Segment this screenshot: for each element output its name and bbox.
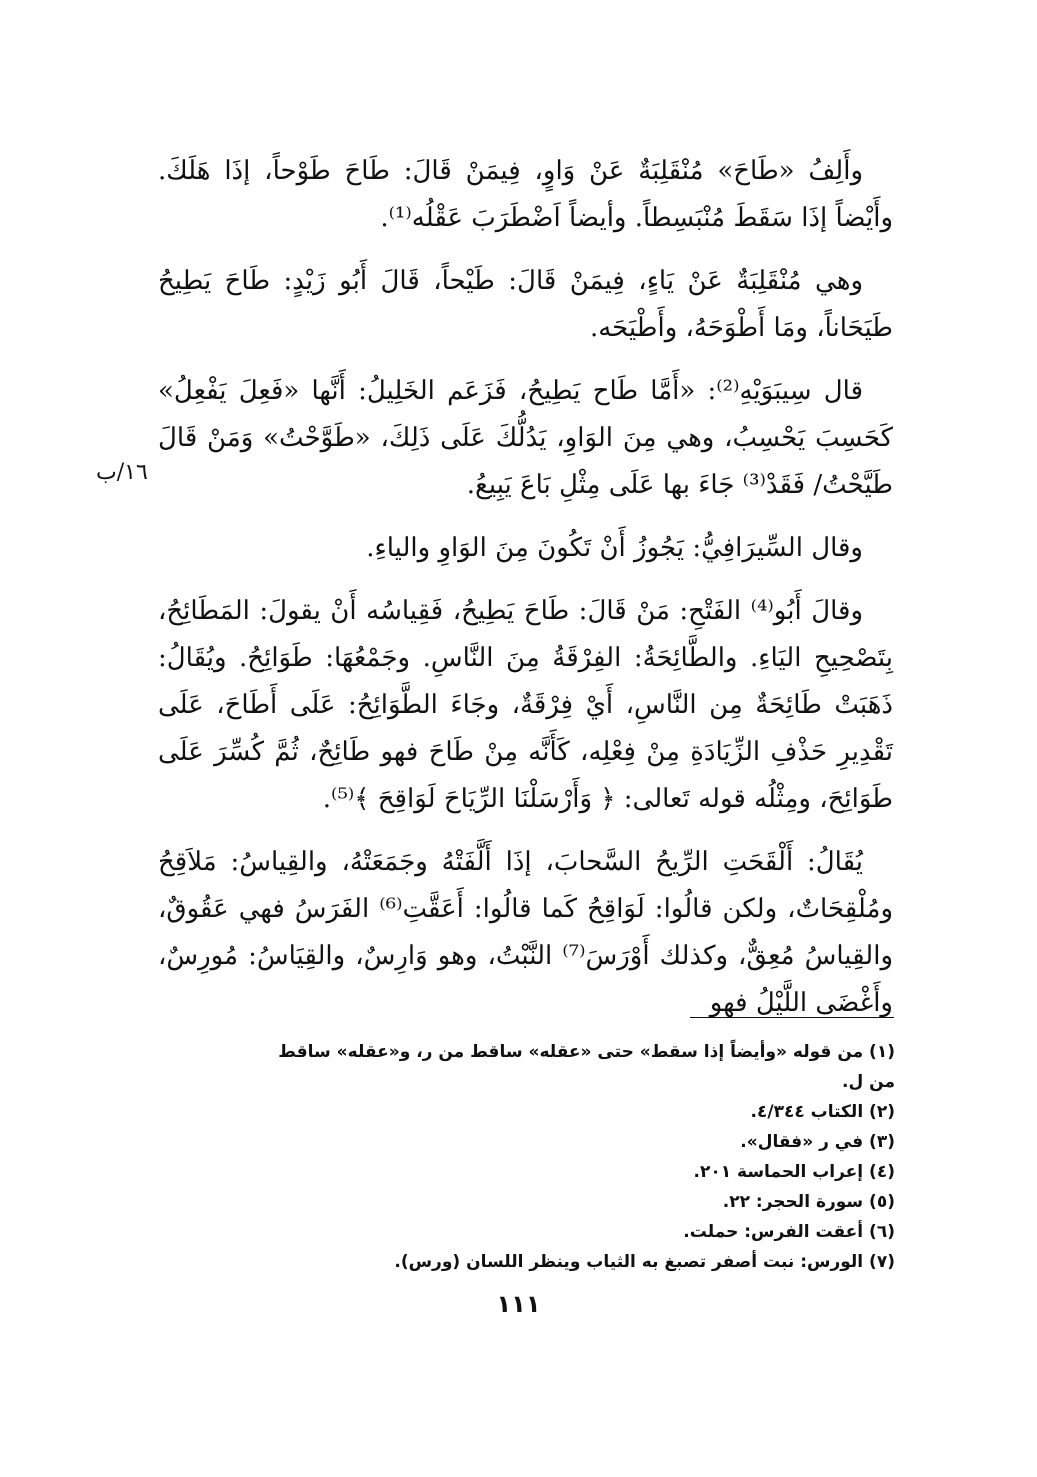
page-number: ١١١ bbox=[496, 1290, 541, 1318]
paragraph-4: وقال السِّيرَافِيُّ: يَجُوزُ أَنْ تَكُونَ مِنَ الوَاوِ والياءِ. bbox=[366, 533, 863, 563]
paragraph-5: وقالَ أَبُو⁽⁴⁾ الفَتْحِ: مَنْ قَالَ: طَاحَ يَطِيحُ، فَقِياسُه أَنْ يقولَ: المَطَائِحُ، بِتَصْحِيحِ اليَاءِ. والطَّائِحَةُ: الفِرْقَةُ مِنَ النَّاسِ. وجَمْعُهَا: طَوَائِحُ. ويُقَالُ: ذَهَبَتْ طَائِحَةٌ مِن النَّاسِ، أَيْ فِرْقَةٌ، وجَاءَ الطَّوَائِحُ: عَلَى أَطَاحَ، عَلَى تَقْدِيرِ حَذْفِ الزِّيَادَةِ مِنْ فِعْلِه، كَأَنَّه مِنْ طَاحَ فهو طَائِحٌ، ثُمَّ كُسِّرَ عَلَى طَوَائِحَ، ومِثْلُه قوله تَعالى: ﴿ وَأَرْسَلْنَا الرِّيَاحَ لَوَاقِحَ ﴾⁽⁵⁾. bbox=[158, 596, 893, 814]
main-text bbox=[158, 148, 893, 1043]
footnotes bbox=[250, 1037, 895, 1277]
paragraph-1: وأَلِفُ «طَاحَ» مُنْقَلِبَةٌ عَنْ وَاوٍ، فِيمَنْ قَالَ: طَاحَ طَوْحاً، إذَا هَلَكَ. وأَيْضاً إذَا سَقَطَ مُنْبَسِطاً. وأيضاً اَضْطَرَبَ عَقْلُه⁽¹⁾. bbox=[158, 156, 893, 233]
footnote-6: (٦) أعقت الفرس: حملت. bbox=[683, 1222, 895, 1242]
manuscript-folio-note: ١٦/ب bbox=[96, 460, 148, 485]
footnote-3: (٣) في ر «فقال». bbox=[740, 1132, 895, 1152]
paragraph-6: يُقَالُ: أَلْقَحَتِ الرِّيحُ السَّحابَ، إذَا أَلَّفَتْهُ وجَمَعَتْهُ، والقِياسُ: مَلاَقِحُ ومُلْقِحَاتٌ، ولكن قالُوا: لَوَاقِحُ كَما قالُوا: أَعَقَّتِ⁽⁶⁾ الفَرَسُ فهي عَقُوقٌ، والقِياسُ مُعِقٌّ، وكذلك أَوْرَسَ⁽⁷⁾ النَّبْتُ، وهو وَارِسٌ، والقِيَاسُ: مُورِسٌ، وأَغْضَى اللَّيْلُ فهو bbox=[158, 847, 894, 1018]
footnote-7: (٧) الورس: نبت أصفر تصبغ به الثياب وينظر اللسان (ورس). bbox=[394, 1252, 895, 1272]
footnote-1: (١) من قوله «وأيضاً إذا سقط» حتى «عقله» ساقط من ر، و«عقله» ساقط من ل. bbox=[278, 1042, 895, 1092]
footnote-divider bbox=[690, 1017, 894, 1018]
footnote-2: (٢) الكتاب ٤/٣٤٤. bbox=[750, 1102, 895, 1122]
footnote-5: (٥) سورة الحجر: ٢٢. bbox=[722, 1192, 895, 1212]
footnote-4: (٤) إعراب الحماسة ٢٠١. bbox=[693, 1162, 895, 1182]
paragraph-3: قال سِيبَوَيْهِ⁽²⁾: «أَمَّا طَاح يَطِيحُ، فَزَعَم الخَلِيلُ: أَنَّها «فَعِلَ يَفْعِلُ» كَحَسِبَ يَحْسِبُ، وهي مِنَ الوَاوِ، يَدُلُّكَ عَلَى ذَلِكَ، «طَوَّحْتُ» وَمَنْ قَالَ طَيَّحْتُ/ فَقَدْ⁽³⁾ جَاءَ بها عَلَى مِثْلِ بَاعَ يَبِيعُ. bbox=[158, 376, 893, 500]
paragraph-2: وهي مُنْقَلِبَةٌ عَنْ يَاءٍ، فِيمَنْ قَالَ: طَيْحاً، قَالَ أَبُو زَيْدٍ: طَاحَ يَطِيحُ طَيَحَاناً، ومَا أَطْوَحَهُ، وأَطْيَحَه. bbox=[158, 266, 893, 343]
